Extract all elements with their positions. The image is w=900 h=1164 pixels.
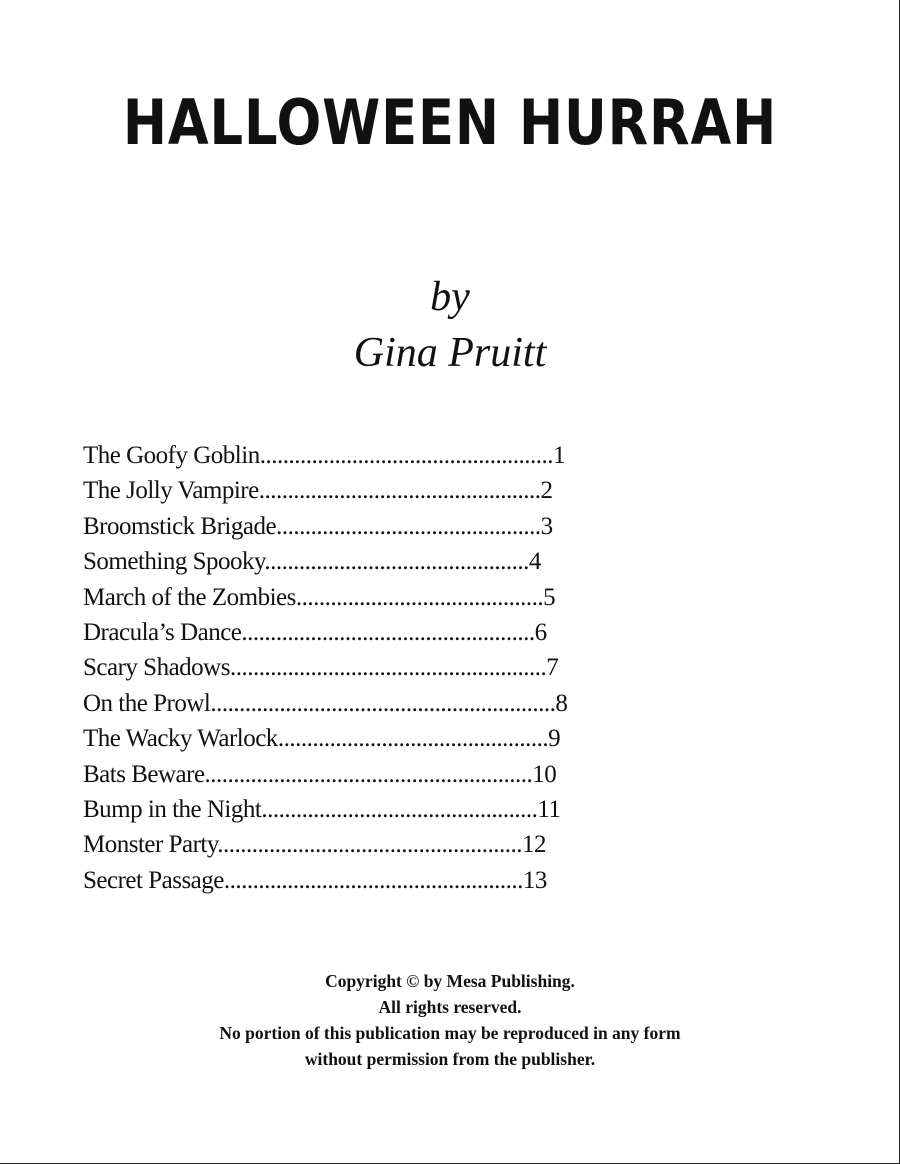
toc-entry: [83, 863, 703, 898]
toc-entry-page: 8: [555, 689, 568, 717]
toc-entry-page: 12: [521, 831, 546, 859]
book-title: HALLOWEEN HURRAH: [122, 86, 778, 159]
toc-entry: [83, 615, 703, 650]
toc-entry: [83, 438, 703, 473]
author-name: Gina Pruitt: [353, 330, 547, 376]
toc-entry-title: Monster Party: [83, 831, 218, 859]
toc-entry: [83, 473, 703, 508]
toc-entry-page: 6: [534, 618, 547, 646]
toc-entry-leader: ...........................................: [295, 583, 544, 611]
toc-entry: [83, 827, 703, 862]
rights-line: All rights reserved.: [378, 997, 522, 1017]
toc-entry: [83, 580, 703, 615]
toc-entry-page: 11: [537, 795, 561, 823]
toc-entry-title: On the Prowl: [83, 689, 211, 717]
toc-entry-title: Dracula’s Dance: [83, 618, 242, 646]
toc-entry: [83, 650, 703, 685]
toc-entry: [83, 792, 703, 827]
toc-entry-page: 1: [552, 442, 565, 469]
toc-entry-title: The Goofy Goblin: [83, 442, 260, 469]
toc-entry-title: The Wacky Warlock: [83, 725, 278, 753]
toc-entry-page: 2: [540, 477, 553, 505]
toc-entry-leader: .........................................................: [204, 760, 533, 788]
toc-entry-page: 10: [532, 760, 557, 788]
toc-entry-title: Bats Beware: [83, 760, 205, 788]
toc-entry-leader: ..............................................: [276, 512, 541, 540]
toc-entry-page: 5: [543, 583, 556, 611]
copyright-notice: [0, 968, 900, 1072]
toc-entry-page: 4: [528, 548, 541, 576]
toc-entry-page: 13: [522, 866, 547, 894]
toc-entry-title: Something Spooky: [83, 548, 265, 576]
toc-entry: [83, 721, 703, 756]
toc-entry-title: Broomstick Brigade: [83, 512, 277, 540]
toc-entry-leader: ...............................................: [277, 725, 549, 753]
toc-entry: [83, 544, 703, 579]
permission-line: without permission from the publisher.: [304, 1049, 596, 1069]
toc-entry-page: 9: [548, 725, 561, 753]
toc-entry-leader: ..............................................: [264, 548, 529, 576]
toc-entry-leader: .....................................................: [217, 831, 522, 859]
toc-entry-leader: ...................................................: [241, 618, 535, 646]
copyright-line: Copyright © by Mesa Publishing.: [325, 971, 575, 991]
toc-entry-title: The Jolly Vampire: [83, 477, 259, 505]
toc-entry-page: 3: [540, 512, 553, 540]
reproduction-line: No portion of this publication may be reproduced in any form: [219, 1023, 681, 1043]
toc-entry-title: Bump in the Night: [83, 795, 262, 823]
table-of-contents: [83, 438, 703, 898]
toc-entry-leader: ....................................................: [223, 866, 523, 894]
toc-entry: [83, 757, 703, 792]
toc-entry-title: March of the Zombies: [83, 583, 296, 611]
toc-entry-leader: .................................................: [258, 477, 541, 505]
byline-by: by: [430, 274, 470, 320]
toc-entry-leader: ................................................: [261, 795, 538, 823]
toc-entry-leader: ............................................................: [210, 689, 556, 717]
toc-entry-title: Secret Passage: [83, 866, 224, 894]
toc-entry-leader: .......................................................: [229, 654, 547, 682]
toc-entry: [83, 509, 703, 544]
toc-entry-title: Scary Shadows: [83, 654, 230, 682]
toc-entry-leader: ...................................................: [259, 442, 553, 469]
toc-entry: [83, 686, 703, 721]
toc-entry-page: 7: [546, 654, 559, 682]
